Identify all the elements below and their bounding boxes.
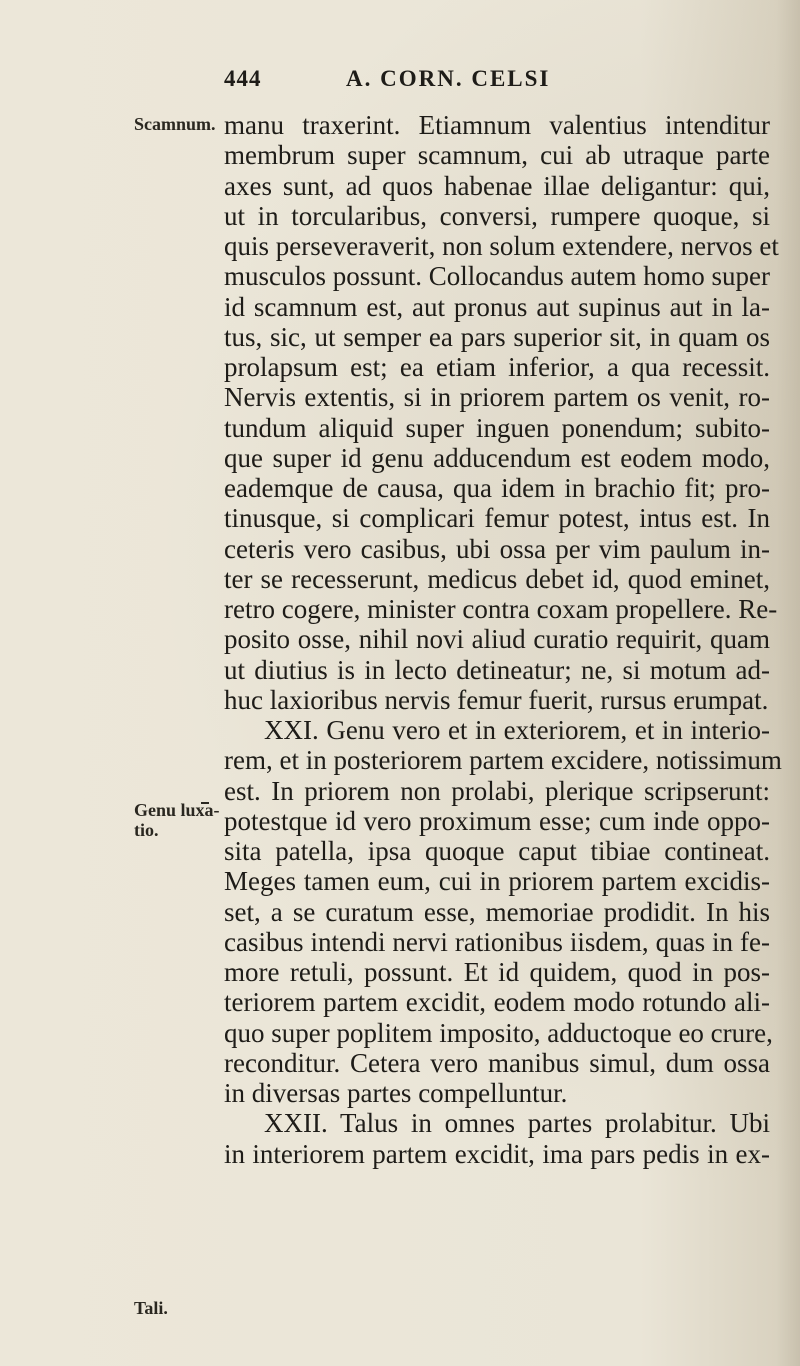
text-line: est. In priorem non prolabi, plerique scripserunt: bbox=[224, 775, 770, 806]
text-line: tus, sic, ut semper ea pars superior sit, in quam os bbox=[224, 321, 770, 352]
text-line: quis perseveraverit, non solum extendere, nervos et bbox=[224, 231, 779, 261]
text-line: potestque id vero proximum esse; cum inde oppo- bbox=[224, 805, 770, 836]
body-text bbox=[224, 110, 782, 1169]
text-line: manu traxerint. Etiamnum valentius intenditur bbox=[224, 110, 770, 140]
running-title: A. CORN. CELSI bbox=[346, 66, 551, 91]
margin-note-genu-line2: tio. bbox=[134, 820, 159, 840]
text-line: musculos possunt. Collocandus autem homo super bbox=[224, 261, 770, 292]
text-line: axes sunt, ad quos habenae illae deligantur: qui, bbox=[224, 170, 770, 201]
margin-note-tali-text: Tali. bbox=[134, 1298, 168, 1318]
text-line: membrum super scamnum, cui ab utraque parte bbox=[224, 140, 770, 171]
text-line: ut diutius is in lecto detineatur; ne, si motum ad- bbox=[224, 654, 770, 685]
text-line: posito osse, nihil novi aliud curatio requirit, quam bbox=[224, 624, 770, 655]
page-number: 444 bbox=[224, 66, 262, 91]
text-line: quo super poplitem imposito, adductoque eo crure, bbox=[224, 1017, 773, 1048]
text-line: ut in torcularibus, conversi, rumpere quoque, si bbox=[224, 200, 770, 231]
text-line: eademque de causa, qua idem in brachio fit; pro- bbox=[224, 473, 770, 503]
text-line: rem, et in posteriorem partem excidere, notissimum bbox=[224, 745, 782, 776]
margin-note-scamnum bbox=[134, 114, 216, 134]
text-line: huc laxioribus nervis femur fuerit, rursus erumpat. bbox=[224, 684, 769, 715]
text-line: ceteris vero casibus, ubi ossa per vim paulum in- bbox=[224, 533, 770, 564]
text-line: prolapsum est; ea etiam inferior, a qua recessit. bbox=[224, 352, 770, 382]
margin-note-scamnum-text: Scamnum. bbox=[134, 114, 216, 134]
text-line: XXII. Talus in omnes partes prolabitur. Ubi bbox=[264, 1108, 770, 1139]
text-line: in interiorem partem excidit, ima pars pedis in ex- bbox=[224, 1138, 770, 1169]
text-line: tundum aliquid super inguen ponendum; subito- bbox=[224, 412, 770, 443]
text-line: set, a se curatum esse, memoriae prodidit. In his bbox=[224, 896, 770, 927]
text-line: Meges tamen eum, cui in priorem partem excidis- bbox=[224, 866, 770, 897]
text-line: tinusque, si complicari femur potest, intus est. In bbox=[224, 503, 770, 534]
text-line: reconditur. Cetera vero manibus simul, dum ossa bbox=[224, 1047, 770, 1078]
margin-note-tali bbox=[134, 1298, 168, 1318]
text-line: id scamnum est, aut pronus aut supinus aut in la- bbox=[224, 291, 770, 322]
text-line: casibus intendi nervi rationibus iisdem, quas in fe- bbox=[224, 926, 770, 957]
text-line: ter se recesserunt, medicus debet id, quod eminet, bbox=[224, 563, 770, 594]
text-line: sita patella, ipsa quoque caput tibiae contineat. bbox=[224, 836, 770, 866]
text-line: que super id genu adducendum est eodem modo, bbox=[224, 442, 770, 473]
text-line: in diversas partes compelluntur. bbox=[224, 1078, 568, 1108]
text-line: teriorem partem excidit, eodem modo rotundo ali- bbox=[224, 987, 770, 1018]
running-head bbox=[0, 66, 800, 96]
text-line: more retuli, possunt. Et id quidem, quod in pos- bbox=[224, 957, 770, 987]
marginal-mark bbox=[201, 802, 209, 808]
text-line: retro cogere, minister contra coxam propellere. Re- bbox=[224, 594, 778, 624]
text-line: XXI. Genu vero et in exteriorem, et in interio- bbox=[264, 715, 770, 745]
text-line: Nervis extentis, si in priorem partem os venit, ro- bbox=[224, 382, 770, 413]
margin-note-genu-line1: Genu luxa- bbox=[134, 800, 220, 820]
